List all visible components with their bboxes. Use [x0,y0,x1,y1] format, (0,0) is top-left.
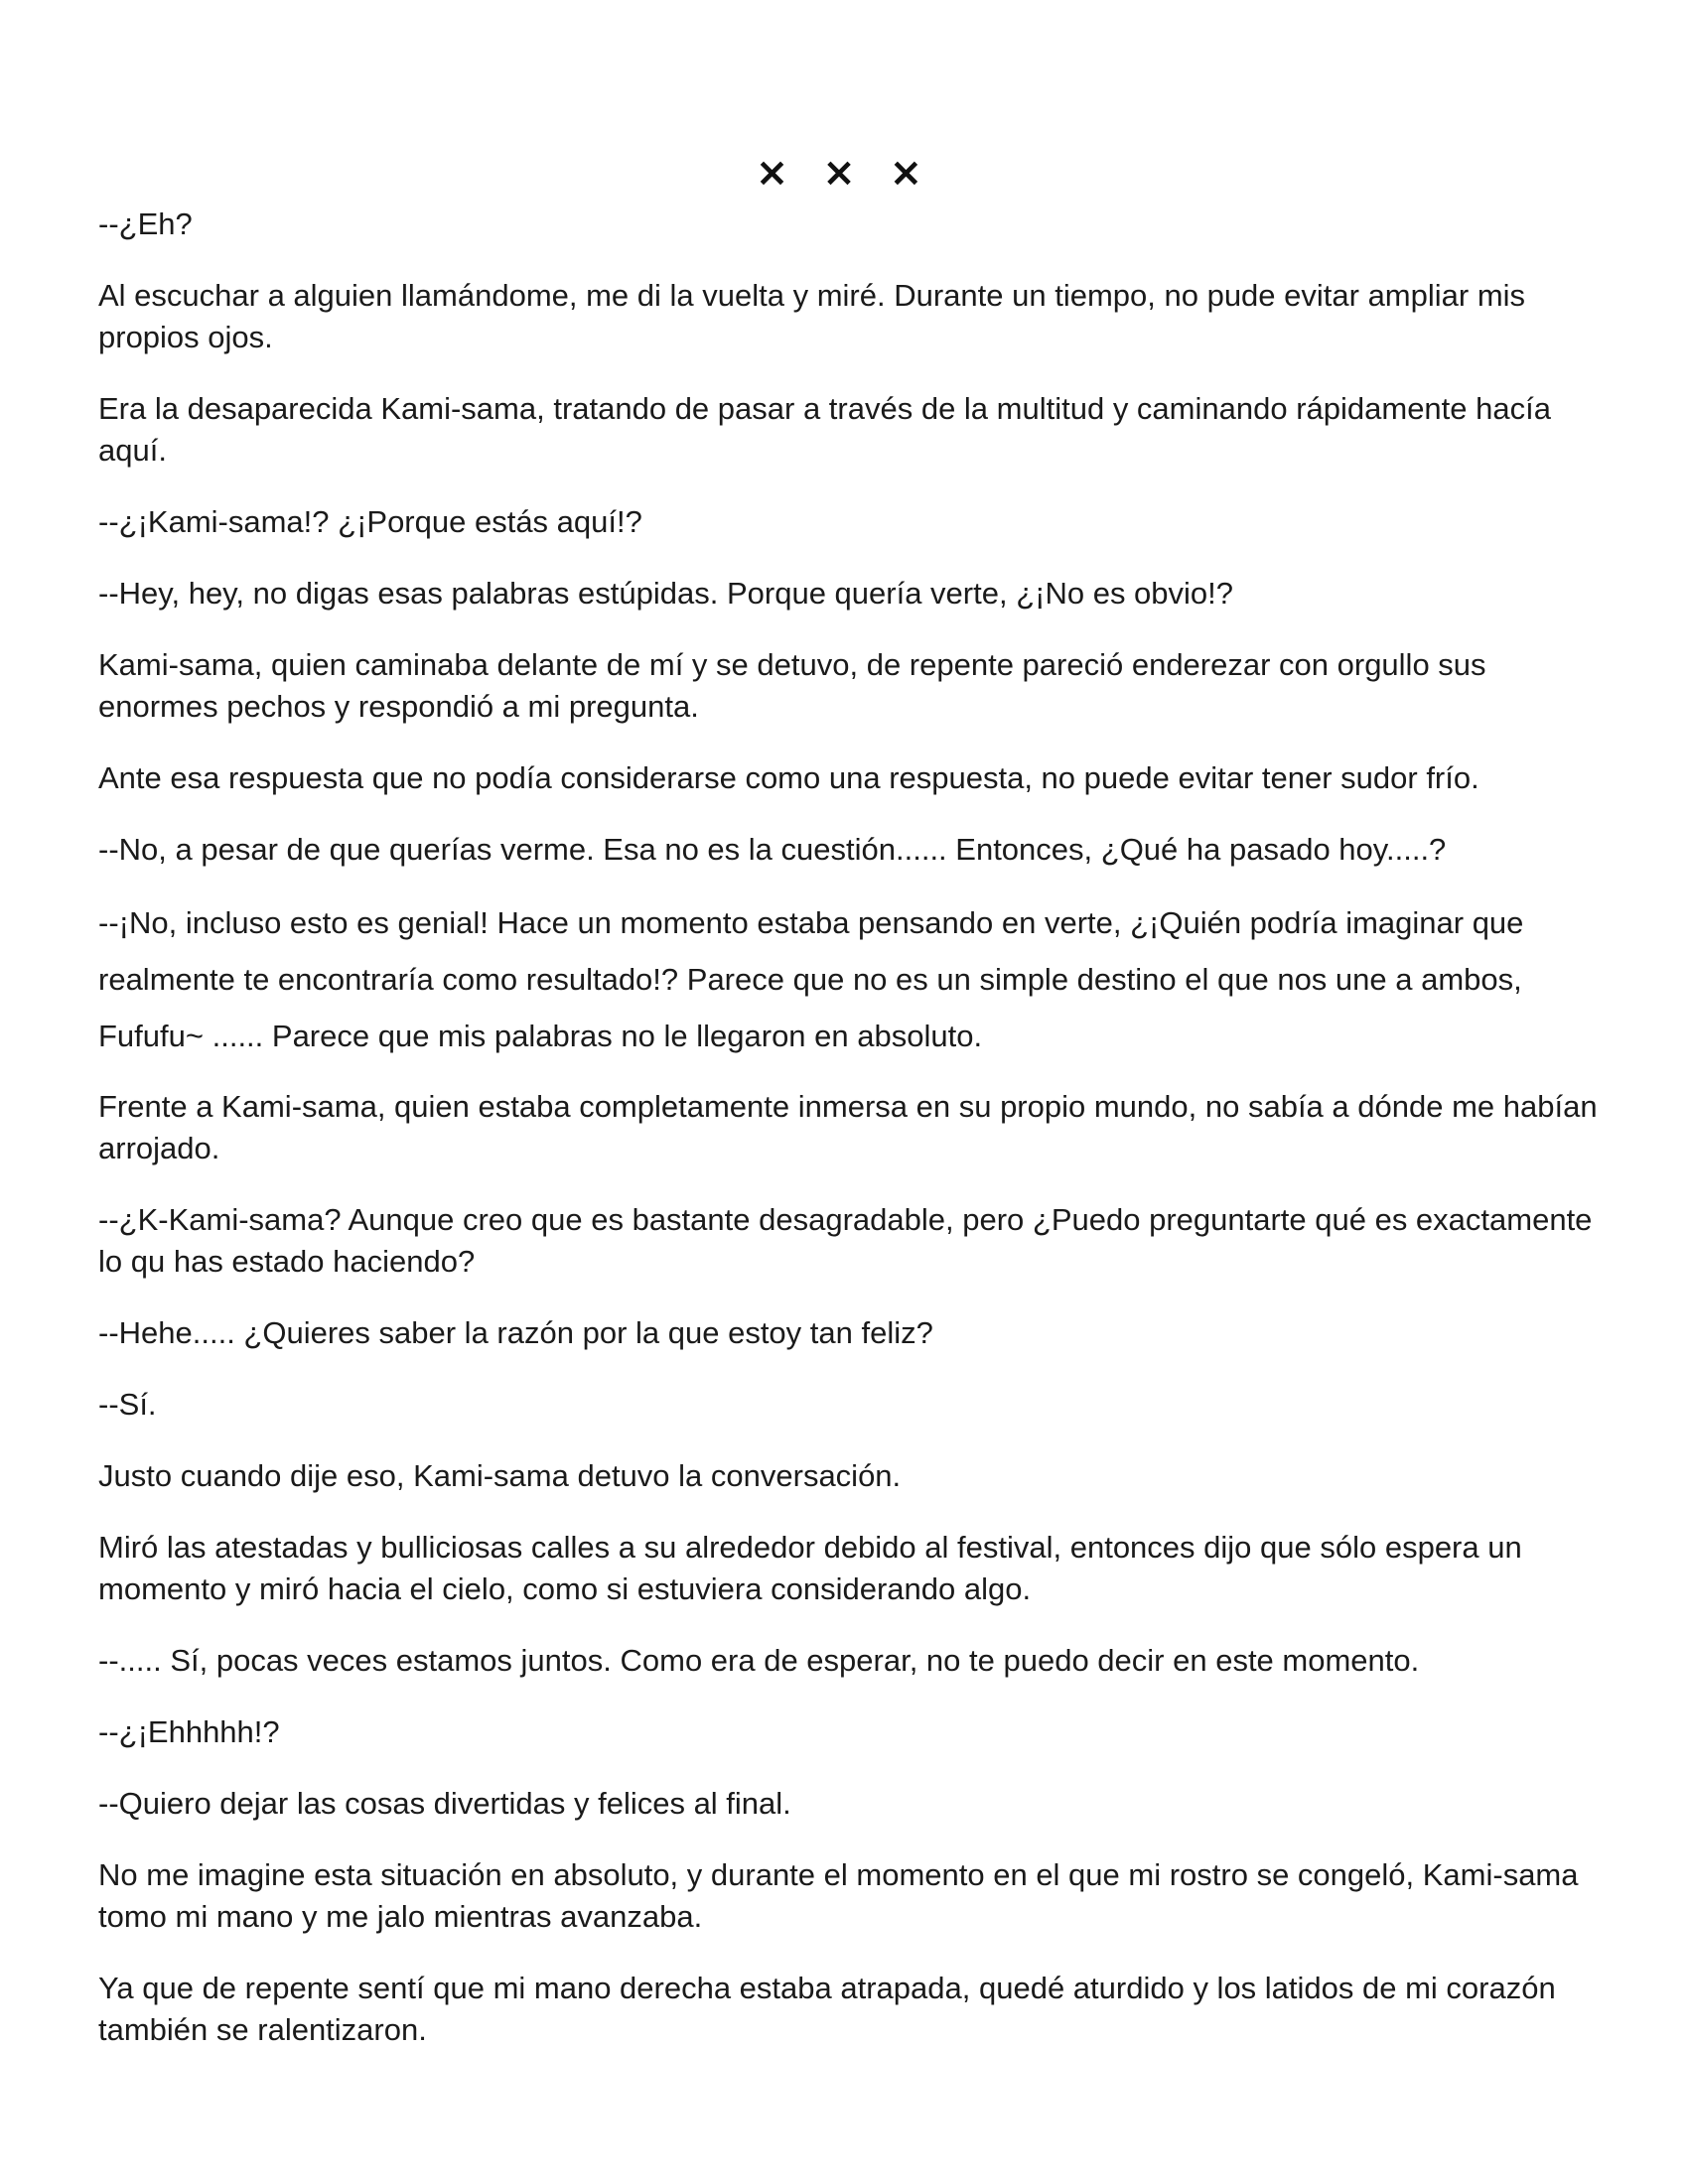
document-body [98,204,1598,2081]
paragraph: Frente a Kami-sama, quien estaba completamente inmersa en su propio mundo, no sabía a dónde me habían arrojado. [98,1089,1598,1165]
paragraph: Era la desaparecida Kami-sama, tratando de pasar a través de la multitud y caminando rápidamente hacía aquí. [98,391,1551,468]
paragraph: No me imagine esta situación en absoluto, y durante el momento en el que mi rostro se congeló, Kami-sama tomo mi mano y me jalo mientras avanzaba. [98,1857,1579,1934]
paragraph: Justo cuando dije eso, Kami-sama detuvo la conversación. [98,1458,902,1493]
paragraph: --No, a pesar de que querías verme. Esa no es la cuestión...... Entonces, ¿Qué ha pasado hoy.....? [98,832,1447,867]
paragraph: --Quiero dejar las cosas divertidas y felices al final. [98,1786,791,1821]
paragraph: --¿Eh? [98,206,193,241]
paragraph: Al escuchar a alguien llamándome, me di la vuelta y miré. Durante un tiempo, no pude evitar ampliar mis propios ojos. [98,278,1526,354]
paragraph: Kami-sama, quien caminaba delante de mí y se detuvo, de repente pareció enderezar con orgullo sus enormes pechos y respondió a mi pregunta. [98,647,1486,724]
paragraph: --Hey, hey, no digas esas palabras estúpidas. Porque quería verte, ¿¡No es obvio!? [98,576,1234,611]
paragraph: --¿¡Kami-sama!? ¿¡Porque estás aquí!? [98,504,642,539]
paragraph: --¡No, incluso esto es genial! Hace un momento estaba pensando en verte, ¿¡Quién podría imaginar que realmente te encontraría como resultado!? Parece que no es un simple destino el que nos une a ambos, Fufufu~ ...... Parece que mis palabras no le llegaron en absoluto. [98,905,1524,1053]
paragraph: --Sí. [98,1387,157,1422]
scene-break-separator: × × × [755,150,933,196]
paragraph: --¿¡Ehhhhh!? [98,1714,280,1749]
paragraph: Ante esa respuesta que no podía considerarse como una respuesta, no puede evitar tener sudor frío. [98,760,1479,795]
paragraph: --Hehe..... ¿Quieres saber la razón por la que estoy tan feliz? [98,1315,933,1350]
paragraph: Ya que de repente sentí que mi mano derecha estaba atrapada, quedé aturdido y los latidos de mi corazón también se ralentizaron. [98,1971,1556,2047]
paragraph: --¿K-Kami-sama? Aunque creo que es bastante desagradable, pero ¿Puedo preguntarte qué es exactamente lo qu has estado haciendo? [98,1202,1593,1279]
paragraph: Miró las atestadas y bulliciosas calles a su alrededor debido al festival, entonces dijo que sólo espera un momento y miró hacia el cielo, como si estuviera considerando algo. [98,1530,1522,1606]
paragraph: --..... Sí, pocas veces estamos juntos. Como era de esperar, no te puedo decir en este momento. [98,1643,1420,1678]
